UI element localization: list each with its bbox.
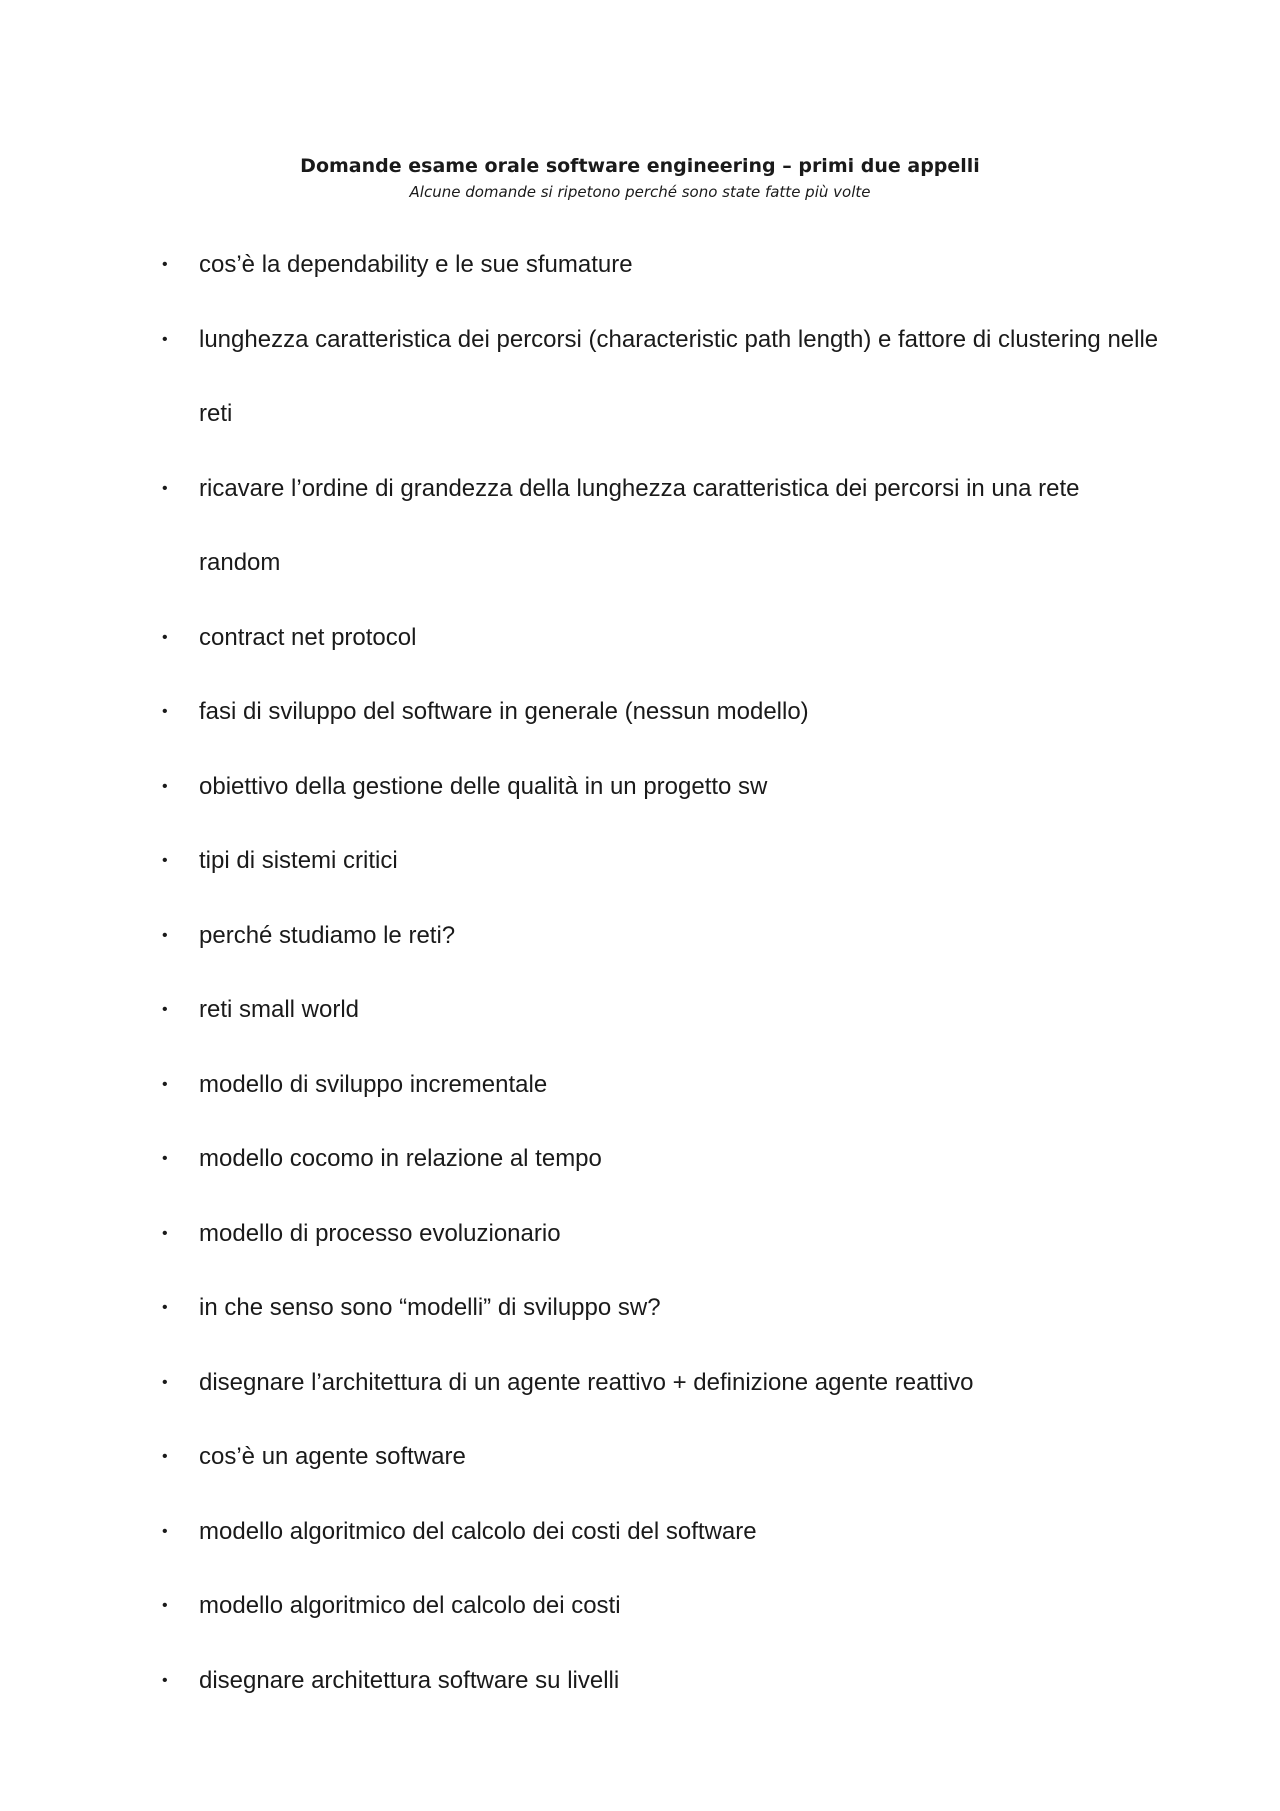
list-item xyxy=(0,973,1280,1048)
list-item xyxy=(0,750,1280,825)
bullet-icon: • xyxy=(162,1001,168,1018)
bullet-icon: • xyxy=(162,479,168,497)
bullet-icon: • xyxy=(162,1373,168,1391)
list-item xyxy=(0,824,1280,899)
question-text: cos’è la dependability e le sue sfumature xyxy=(199,251,633,278)
document-title: Domande esame orale software engineering – primi due appelli xyxy=(300,155,980,177)
bullet-icon: • xyxy=(162,852,168,869)
list-item xyxy=(0,1271,1280,1346)
question-text: contract net protocol xyxy=(199,623,417,651)
question-text: modello cocomo in relazione al tempo xyxy=(199,1145,602,1172)
list-item xyxy=(0,1048,1280,1123)
question-text: cos’è un agente software xyxy=(199,1443,466,1470)
list-item xyxy=(0,899,1280,974)
list-item xyxy=(0,1122,1280,1197)
question-text: reti small world xyxy=(199,996,360,1023)
list-item xyxy=(0,1346,1280,1421)
question-text: fasi di sviluppo del software in generale (nessun modello) xyxy=(199,698,809,725)
list-item xyxy=(0,1569,1280,1644)
question-text: modello di processo evoluzionario xyxy=(199,1219,561,1247)
question-text: obiettivo della gestione delle qualità in un progetto sw xyxy=(199,772,768,800)
bullet-icon: • xyxy=(162,1224,168,1242)
list-item xyxy=(0,452,1280,601)
list-item xyxy=(0,303,1280,452)
question-text: perché studiamo le reti? xyxy=(199,921,456,949)
bullet-icon: • xyxy=(162,1522,168,1540)
list-item xyxy=(0,601,1280,676)
bullet-icon: • xyxy=(162,926,168,944)
list-item xyxy=(0,1197,1280,1272)
question-list xyxy=(0,228,1280,1718)
bullet-icon: • xyxy=(162,1299,168,1316)
question-text: in che senso sono “modelli” di sviluppo sw? xyxy=(199,1294,661,1321)
question-text: modello di sviluppo incrementale xyxy=(199,1070,548,1098)
question-text: modello algoritmico del calcolo dei costi xyxy=(199,1592,621,1619)
list-item xyxy=(0,1420,1280,1495)
question-text: ricavare l’ordine di grandezza della lunghezza caratteristica dei percorsi in una rete random xyxy=(199,474,1080,576)
bullet-icon: • xyxy=(162,1597,168,1614)
bullet-icon: • xyxy=(162,1448,168,1465)
question-text: modello algoritmico del calcolo dei costi del software xyxy=(199,1517,757,1545)
bullet-icon: • xyxy=(162,1150,168,1167)
bullet-icon: • xyxy=(162,777,168,795)
question-text: disegnare architettura software su livelli xyxy=(199,1666,620,1694)
list-item xyxy=(0,675,1280,750)
bullet-icon: • xyxy=(162,703,168,720)
list-item xyxy=(0,1644,1280,1719)
bullet-icon: • xyxy=(162,256,168,273)
question-text: tipi di sistemi critici xyxy=(199,847,398,874)
bullet-icon: • xyxy=(162,1075,168,1093)
bullet-icon: • xyxy=(162,1671,168,1689)
document-subtitle: Alcune domande si ripetono perché sono state fatte più volte xyxy=(409,183,871,201)
list-item xyxy=(0,1495,1280,1570)
bullet-icon: • xyxy=(162,628,168,646)
question-text: disegnare l’architettura di un agente reattivo + definizione agente reattivo xyxy=(199,1368,974,1396)
list-item xyxy=(0,228,1280,303)
bullet-icon: • xyxy=(162,330,168,348)
question-text: lunghezza caratteristica dei percorsi (characteristic path length) e fattore di clustering nelle reti xyxy=(199,325,1159,427)
